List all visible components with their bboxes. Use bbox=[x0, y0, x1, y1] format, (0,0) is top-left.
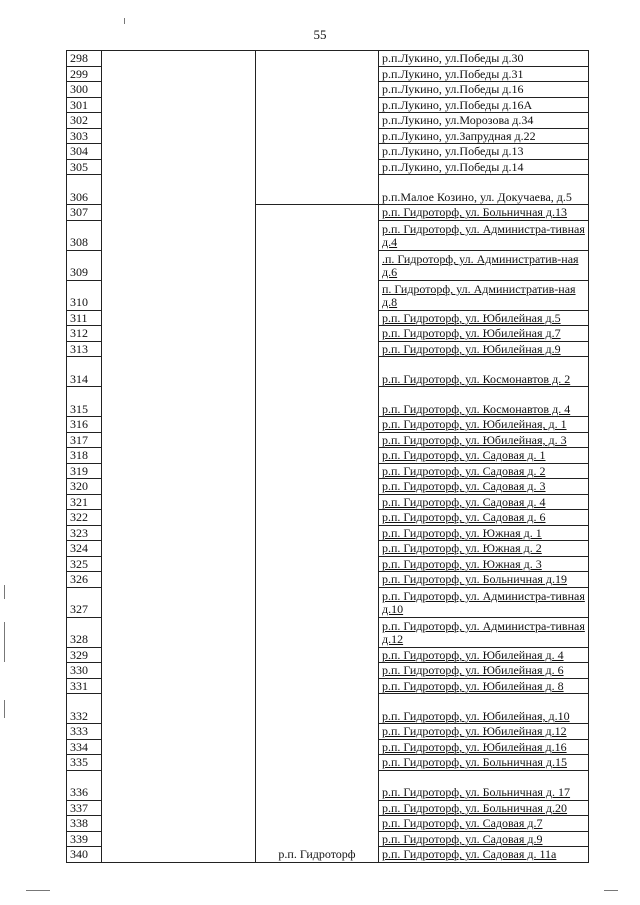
address-cell bbox=[379, 663, 589, 679]
address-cell bbox=[379, 816, 589, 832]
row-number: 323 bbox=[67, 525, 102, 541]
address-text: р.п. Гидроторф, ул. Администра-тивная д.4 bbox=[382, 222, 585, 250]
row-number: 339 bbox=[67, 831, 102, 847]
address-cell bbox=[379, 724, 589, 740]
row-number: 334 bbox=[67, 739, 102, 755]
row-number: 330 bbox=[67, 663, 102, 679]
scan-mark-left-1 bbox=[4, 585, 5, 599]
row-number: 333 bbox=[67, 724, 102, 740]
row-number: 337 bbox=[67, 800, 102, 816]
address-cell bbox=[379, 448, 589, 464]
address-cell bbox=[379, 417, 589, 433]
address-cell bbox=[379, 587, 589, 617]
address-text: .п. Гидроторф, ул. Административ-ная д.6 bbox=[382, 252, 579, 280]
empty-column bbox=[102, 51, 256, 863]
settlement-cell-group-2: р.п. Гидроторф bbox=[256, 205, 379, 863]
address-cell bbox=[379, 739, 589, 755]
address-cell bbox=[379, 525, 589, 541]
address-cell bbox=[379, 341, 589, 357]
address-text: р.п.Лукино, ул.Победы д.14 bbox=[382, 159, 524, 174]
address-text: р.п. Гидроторф, ул. Больничная д.13 bbox=[382, 205, 568, 220]
address-cell bbox=[379, 175, 589, 205]
address-text: р.п. Гидроторф, ул. Южная д. 3 bbox=[382, 556, 542, 571]
address-text: р.п.Лукино, ул.Морозова д.34 bbox=[382, 113, 534, 128]
row-number: 332 bbox=[67, 694, 102, 724]
address-cell bbox=[379, 97, 589, 113]
address-text: р.п. Гидроторф, ул. Юбилейная д. 6 bbox=[382, 663, 564, 678]
row-number: 340 bbox=[67, 847, 102, 863]
address-text: р.п. Гидроторф, ул. Юбилейная д.5 bbox=[382, 310, 561, 325]
address-table bbox=[66, 50, 589, 863]
address-cell bbox=[379, 357, 589, 387]
row-number: 303 bbox=[67, 128, 102, 144]
address-cell bbox=[379, 66, 589, 82]
row-number: 335 bbox=[67, 755, 102, 771]
row-number: 310 bbox=[67, 280, 102, 310]
address-text: р.п.Лукино, ул.Победы д.30 bbox=[382, 51, 524, 66]
address-text: р.п. Гидроторф, ул. Садовая д. 2 bbox=[382, 463, 546, 478]
address-cell bbox=[379, 494, 589, 510]
settlement-cell-group-1 bbox=[256, 51, 379, 205]
address-table-body bbox=[67, 51, 589, 863]
address-cell bbox=[379, 510, 589, 526]
row-number: 302 bbox=[67, 113, 102, 129]
scan-mark-top bbox=[124, 18, 125, 24]
address-cell bbox=[379, 556, 589, 572]
address-text: р.п. Гидроторф, ул. Юбилейная д.9 bbox=[382, 341, 561, 356]
row-number: 309 bbox=[67, 250, 102, 280]
address-text: р.п. Гидроторф, ул. Юбилейная д.7 bbox=[382, 326, 561, 341]
page-number: 55 bbox=[313, 27, 327, 42]
row-number: 324 bbox=[67, 541, 102, 557]
address-cell bbox=[379, 617, 589, 647]
address-cell bbox=[379, 51, 589, 67]
address-cell bbox=[379, 326, 589, 342]
address-text: р.п. Гидроторф, ул. Садовая д. 1 bbox=[382, 448, 546, 463]
address-text: р.п.Лукино, ул.Победы д.16 bbox=[382, 82, 524, 97]
address-text: р.п. Гидроторф, ул. Юбилейная д.12 bbox=[382, 724, 567, 739]
address-cell bbox=[379, 159, 589, 175]
address-text: р.п.Лукино, ул.Победы д.31 bbox=[382, 66, 524, 81]
row-number: 329 bbox=[67, 647, 102, 663]
address-cell bbox=[379, 432, 589, 448]
address-cell bbox=[379, 310, 589, 326]
scan-mark-right bbox=[604, 890, 618, 891]
address-text: р.п.Малое Козино, ул. Докучаева, д.5 bbox=[382, 189, 572, 204]
address-cell bbox=[379, 250, 589, 280]
scan-mark-bottom bbox=[26, 890, 50, 891]
row-number: 301 bbox=[67, 97, 102, 113]
address-text: р.п. Гидроторф, ул. Садовая д. 3 bbox=[382, 479, 546, 494]
address-cell bbox=[379, 541, 589, 557]
address-text: р.п. Гидроторф, ул. Космонавтов д. 2 bbox=[382, 371, 571, 386]
address-text: р.п. Гидроторф, ул. Больничная д. 17 bbox=[382, 785, 571, 800]
row-number: 304 bbox=[67, 144, 102, 160]
address-text: р.п. Гидроторф, ул. Южная д. 2 bbox=[382, 541, 542, 556]
row-number: 322 bbox=[67, 510, 102, 526]
address-text: р.п. Гидроторф, ул. Садовая д. 11а bbox=[382, 847, 557, 862]
address-text: р.п. Гидроторф, ул. Больничная д.19 bbox=[382, 572, 568, 587]
row-number: 307 bbox=[67, 205, 102, 221]
address-cell bbox=[379, 463, 589, 479]
address-cell bbox=[379, 280, 589, 310]
row-number: 320 bbox=[67, 479, 102, 495]
row-number: 336 bbox=[67, 770, 102, 800]
address-cell bbox=[379, 770, 589, 800]
address-cell bbox=[379, 220, 589, 250]
address-text: р.п. Гидроторф, ул. Космонавтов д. 4 bbox=[382, 401, 571, 416]
row-number: 321 bbox=[67, 494, 102, 510]
row-number: 311 bbox=[67, 310, 102, 326]
address-cell bbox=[379, 128, 589, 144]
row-number: 326 bbox=[67, 572, 102, 588]
address-text: р.п. Гидроторф, ул. Садовая д. 4 bbox=[382, 494, 546, 509]
address-text: р.п. Гидроторф, ул. Садовая д. 6 bbox=[382, 510, 546, 525]
address-text: р.п. Гидроторф, ул. Юбилейная, д.10 bbox=[382, 708, 570, 723]
row-number: 312 bbox=[67, 326, 102, 342]
address-text: р.п.Лукино, ул.Победы д.13 bbox=[382, 144, 524, 159]
row-number: 338 bbox=[67, 816, 102, 832]
row-number: 317 bbox=[67, 432, 102, 448]
row-number: 318 bbox=[67, 448, 102, 464]
address-text: р.п. Гидроторф, ул. Больничная д.20 bbox=[382, 800, 568, 815]
address-text: р.п. Гидроторф, ул. Юбилейная, д. 3 bbox=[382, 432, 567, 447]
address-text: р.п. Гидроторф, ул. Южная д. 1 bbox=[382, 525, 542, 540]
row-number: 298 bbox=[67, 51, 102, 67]
row-number: 306 bbox=[67, 175, 102, 205]
address-text: р.п. Гидроторф, ул. Больничная д.15 bbox=[382, 755, 568, 770]
scan-mark-left-3 bbox=[4, 700, 5, 718]
address-cell bbox=[379, 800, 589, 816]
row-number: 305 bbox=[67, 159, 102, 175]
address-cell bbox=[379, 205, 589, 221]
address-cell bbox=[379, 847, 589, 863]
scan-mark-left-2 bbox=[4, 622, 5, 662]
address-cell bbox=[379, 755, 589, 771]
address-text: р.п. Гидроторф, ул. Юбилейная, д. 1 bbox=[382, 417, 567, 432]
row-number: 325 bbox=[67, 556, 102, 572]
address-cell bbox=[379, 647, 589, 663]
address-text: п. Гидроторф, ул. Административ-ная д.8 bbox=[382, 282, 576, 310]
address-text: р.п. Гидроторф, ул. Юбилейная д. 8 bbox=[382, 678, 564, 693]
row-number: 313 bbox=[67, 341, 102, 357]
address-text: р.п. Гидроторф, ул. Садовая д.7 bbox=[382, 816, 543, 831]
address-text: р.п. Гидроторф, ул. Администра-тивная д.12 bbox=[382, 619, 585, 647]
address-text: р.п. Гидроторф, ул. Администра-тивная д.10 bbox=[382, 589, 585, 617]
address-text: р.п. Гидроторф, ул. Юбилейная д. 4 bbox=[382, 647, 564, 662]
row-number: 300 bbox=[67, 82, 102, 98]
row-number: 316 bbox=[67, 417, 102, 433]
row-number: 327 bbox=[67, 587, 102, 617]
address-cell bbox=[379, 144, 589, 160]
address-cell bbox=[379, 678, 589, 694]
address-text: р.п. Гидроторф, ул. Юбилейная д.16 bbox=[382, 739, 567, 754]
address-cell bbox=[379, 694, 589, 724]
row-number: 308 bbox=[67, 220, 102, 250]
row-number: 299 bbox=[67, 66, 102, 82]
row-number: 328 bbox=[67, 617, 102, 647]
row-number: 314 bbox=[67, 357, 102, 387]
row-number: 315 bbox=[67, 387, 102, 417]
address-cell bbox=[379, 387, 589, 417]
address-cell bbox=[379, 82, 589, 98]
address-text: р.п. Гидроторф, ул. Садовая д.9 bbox=[382, 831, 543, 846]
address-cell bbox=[379, 831, 589, 847]
row-number: 331 bbox=[67, 678, 102, 694]
address-cell bbox=[379, 479, 589, 495]
table-row bbox=[67, 51, 589, 67]
address-cell bbox=[379, 572, 589, 588]
address-cell bbox=[379, 113, 589, 129]
row-number: 319 bbox=[67, 463, 102, 479]
address-text: р.п.Лукино, ул.Запрудная д.22 bbox=[382, 128, 536, 143]
address-text: р.п.Лукино, ул.Победы д.16А bbox=[382, 97, 533, 112]
